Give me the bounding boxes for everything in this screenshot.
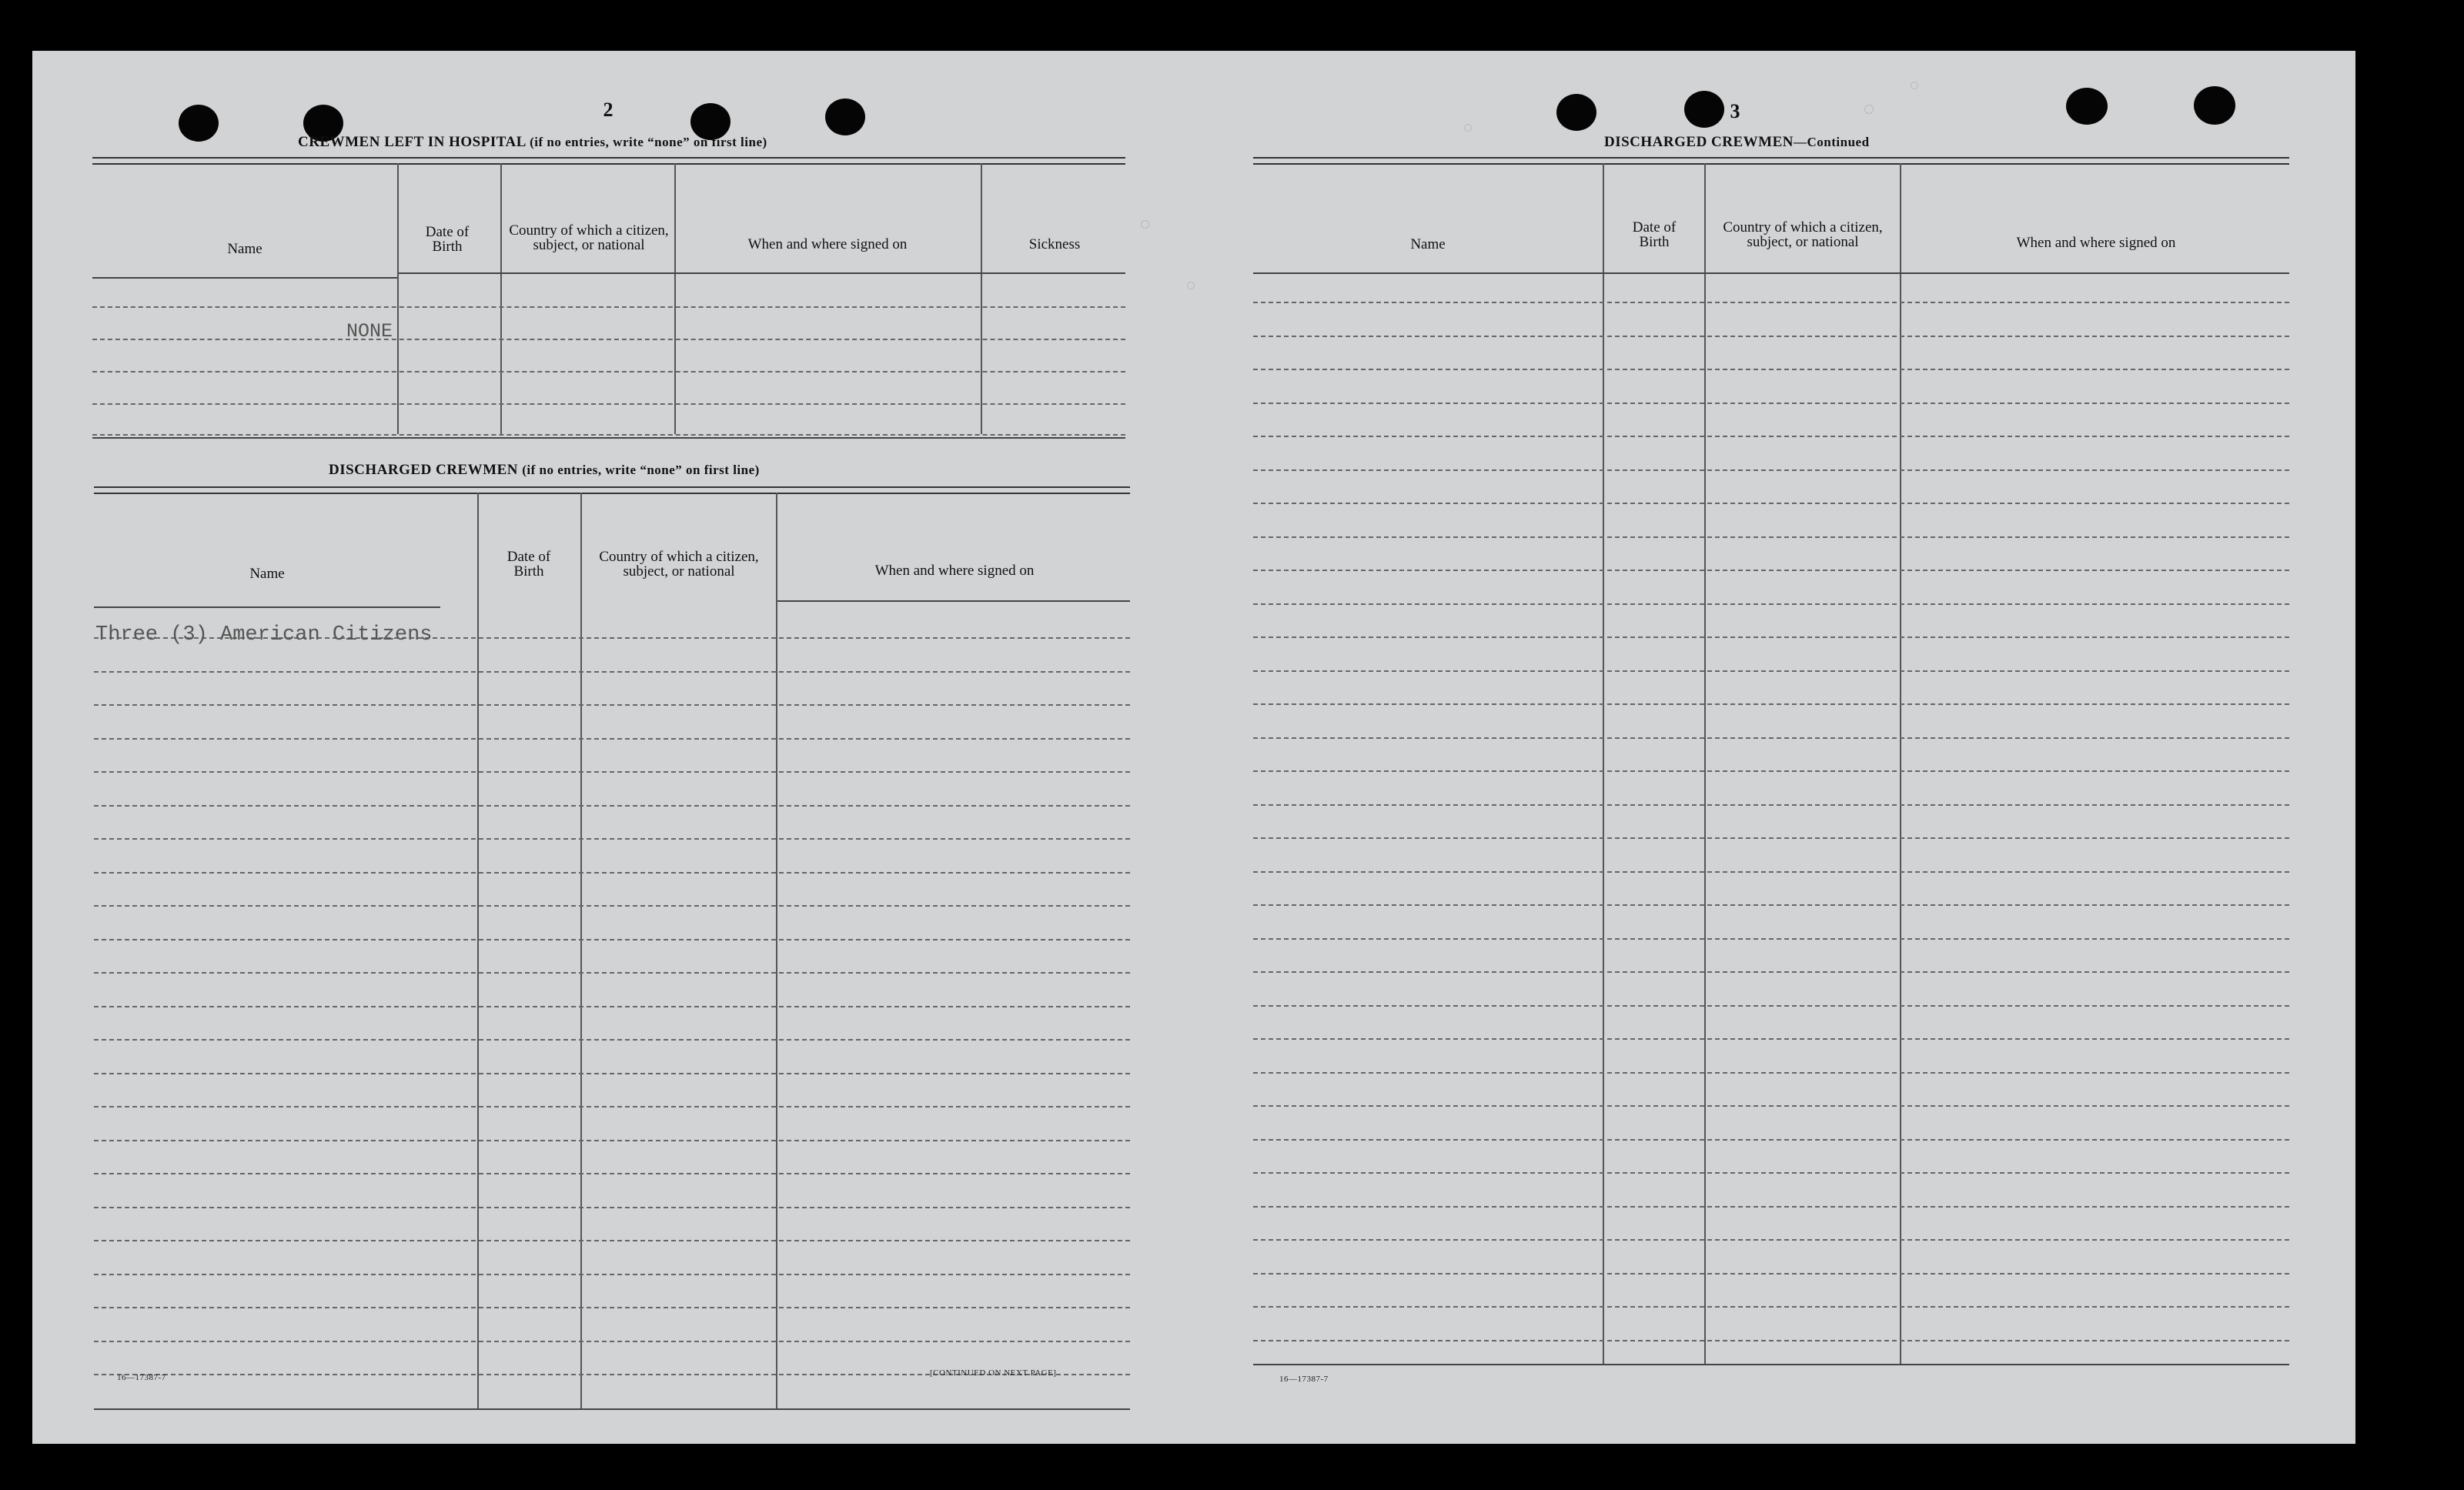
row-line bbox=[94, 1307, 1130, 1308]
column-divider bbox=[500, 163, 502, 434]
row-line bbox=[1253, 336, 2289, 337]
paper-speck bbox=[1187, 282, 1195, 289]
row-line bbox=[94, 1039, 1130, 1041]
row-line bbox=[94, 1173, 1130, 1174]
row-line bbox=[94, 1240, 1130, 1241]
row-line bbox=[92, 306, 1125, 308]
column-header-dob: Date of Birth bbox=[507, 549, 551, 580]
row-line bbox=[1253, 804, 2289, 806]
row-line bbox=[1253, 1273, 2289, 1275]
row-line bbox=[94, 939, 1130, 940]
form-sheet bbox=[32, 51, 2355, 1444]
row-line bbox=[94, 838, 1130, 840]
row-line bbox=[92, 371, 1125, 372]
discharged-section-title bbox=[329, 462, 760, 479]
row-line bbox=[94, 1341, 1130, 1342]
row-line bbox=[1253, 1105, 2289, 1107]
paper-speck bbox=[1464, 124, 1472, 132]
row-line bbox=[1253, 603, 2289, 605]
row-line bbox=[94, 1073, 1130, 1074]
row-line bbox=[1253, 1005, 2289, 1007]
header-underline bbox=[399, 272, 1125, 274]
row-line bbox=[94, 771, 1130, 773]
hospital-section-title bbox=[298, 134, 767, 151]
row-line bbox=[92, 434, 1125, 436]
row-line bbox=[1253, 938, 2289, 940]
column-divider bbox=[477, 493, 479, 1408]
row-line bbox=[92, 403, 1125, 405]
punch-hole bbox=[1556, 94, 1596, 131]
row-line bbox=[1253, 670, 2289, 672]
section-title-text: DISCHARGED CREWMEN bbox=[329, 462, 518, 478]
header-underline bbox=[777, 600, 1130, 602]
column-header-signed-on: When and where signed on bbox=[874, 563, 1035, 579]
row-line bbox=[1253, 1340, 2289, 1341]
section-title-note: (if no entries, write “none” on first line) bbox=[522, 463, 760, 477]
column-divider bbox=[1900, 163, 1901, 1364]
row-line bbox=[94, 738, 1130, 740]
punch-hole bbox=[179, 105, 219, 142]
page-number: 2 bbox=[603, 99, 613, 121]
row-line bbox=[94, 704, 1130, 706]
row-line bbox=[1253, 871, 2289, 873]
column-header-country: Country of which a citizen, subject, or national bbox=[509, 222, 669, 253]
column-divider bbox=[1704, 163, 1706, 1364]
row-line bbox=[1253, 737, 2289, 739]
header-underline bbox=[92, 277, 397, 279]
column-header-name: Name bbox=[1410, 236, 1446, 252]
punch-hole bbox=[2194, 86, 2235, 125]
column-divider bbox=[674, 163, 676, 434]
section-title-suffix: —Continued bbox=[1794, 135, 1870, 149]
row-line bbox=[1253, 1239, 2289, 1241]
row-line bbox=[1253, 636, 2289, 638]
table-top-rule bbox=[94, 486, 1130, 494]
row-line bbox=[94, 1207, 1130, 1208]
row-line bbox=[1253, 469, 2289, 471]
row-line bbox=[94, 671, 1130, 673]
form-number: 16—17387-7 bbox=[1279, 1375, 1329, 1384]
column-header-name: Name bbox=[227, 241, 262, 257]
punch-hole bbox=[2066, 88, 2108, 125]
column-header-signed-on: When and where signed on bbox=[2016, 235, 2176, 251]
row-line bbox=[94, 905, 1130, 907]
row-line bbox=[94, 1274, 1130, 1275]
header-underline bbox=[1253, 272, 2289, 274]
row-line bbox=[94, 1006, 1130, 1007]
row-line bbox=[1253, 1038, 2289, 1040]
row-line bbox=[1253, 1172, 2289, 1174]
column-divider bbox=[776, 493, 777, 1408]
row-line bbox=[1253, 570, 2289, 571]
column-divider bbox=[397, 163, 399, 434]
punch-hole bbox=[825, 99, 865, 135]
column-divider bbox=[580, 493, 582, 1408]
continued-note: [CONTINUED ON NEXT PAGE] bbox=[930, 1368, 1057, 1378]
hospital-table bbox=[92, 157, 1125, 486]
discharged-table bbox=[94, 486, 1130, 1418]
row-line bbox=[1253, 436, 2289, 437]
row-line bbox=[94, 805, 1130, 807]
row-line bbox=[94, 1140, 1130, 1141]
column-divider bbox=[981, 163, 982, 434]
row-line bbox=[94, 1106, 1130, 1107]
row-line bbox=[1253, 503, 2289, 504]
discharged-entry: Three (3) American Citizens bbox=[95, 623, 433, 646]
row-line bbox=[1253, 1306, 2289, 1308]
row-line bbox=[1253, 904, 2289, 906]
column-header-name: Name bbox=[249, 566, 285, 582]
table-bottom-rule bbox=[92, 437, 1125, 439]
column-header-sickness: Sickness bbox=[1028, 236, 1081, 252]
table-top-rule bbox=[1253, 157, 2289, 165]
header-underline bbox=[94, 606, 440, 608]
row-line bbox=[1253, 536, 2289, 538]
column-divider bbox=[1603, 163, 1604, 1364]
row-line bbox=[1253, 1139, 2289, 1141]
page-number: 3 bbox=[1730, 100, 1740, 122]
table-top-rule bbox=[92, 157, 1125, 165]
row-line bbox=[1253, 770, 2289, 772]
row-line bbox=[92, 339, 1125, 340]
table-bottom-rule bbox=[94, 1408, 1130, 1410]
column-header-dob: Date of Birth bbox=[1632, 219, 1677, 250]
hospital-entry: NONE bbox=[346, 320, 393, 342]
row-line bbox=[1253, 1072, 2289, 1074]
row-line bbox=[1253, 403, 2289, 404]
table-bottom-rule bbox=[1253, 1364, 2289, 1365]
column-header-signed-on: When and where signed on bbox=[747, 236, 908, 252]
paper-speck bbox=[1864, 105, 1874, 114]
row-line bbox=[1253, 837, 2289, 839]
discharged-continued-table bbox=[1253, 157, 2289, 1419]
section-title-text: CREWMEN LEFT IN HOSPITAL bbox=[298, 134, 526, 150]
discharged-continued-title bbox=[1604, 134, 1870, 151]
row-line bbox=[1253, 369, 2289, 370]
column-header-country: Country of which a citizen, subject, or national bbox=[1723, 219, 1883, 250]
row-line bbox=[1253, 971, 2289, 973]
column-header-dob: Date of Birth bbox=[425, 224, 470, 255]
section-title-text: DISCHARGED CREWMEN bbox=[1604, 134, 1794, 150]
row-line bbox=[1253, 703, 2289, 705]
form-number: 16—17387-7 bbox=[117, 1373, 166, 1382]
row-line bbox=[94, 872, 1130, 874]
row-line bbox=[1253, 302, 2289, 303]
paper-speck bbox=[1911, 82, 1918, 89]
row-line bbox=[1253, 1206, 2289, 1208]
column-header-country: Country of which a citizen, subject, or national bbox=[599, 549, 759, 580]
section-title-note: (if no entries, write “none” on first line) bbox=[530, 135, 767, 149]
paper-speck bbox=[1141, 220, 1149, 229]
row-line bbox=[94, 972, 1130, 974]
